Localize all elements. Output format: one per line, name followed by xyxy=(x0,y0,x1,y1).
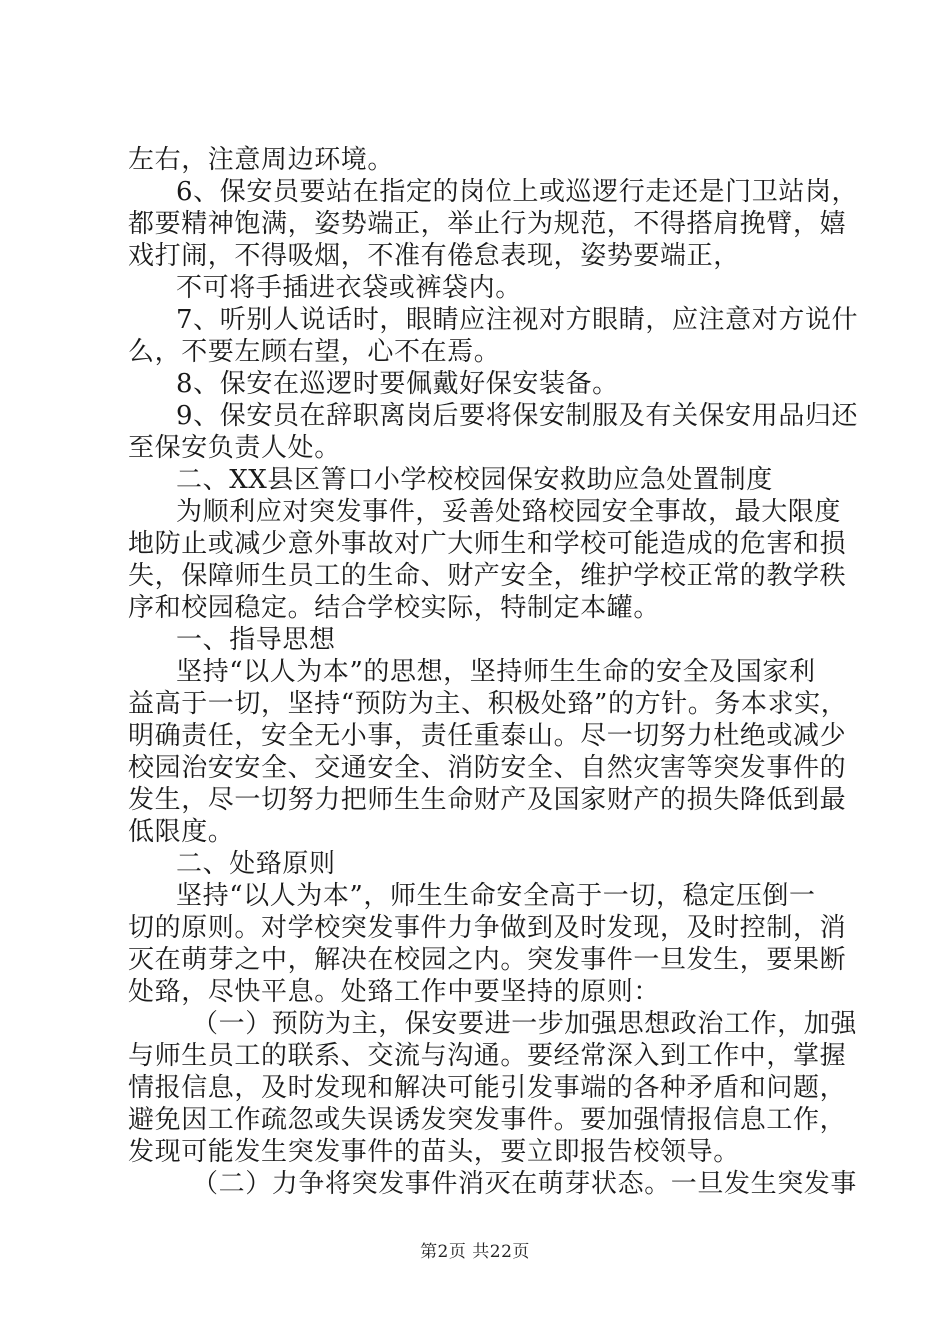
text-line: 二、XX县区箐口小学校校园保安救助应急处置制度 xyxy=(176,465,773,495)
text-line: 左右，注意周边环境。 xyxy=(128,145,395,175)
text-line: 灭在萌芽之中，解决在校园之内。突发事件一旦发生，要果断 xyxy=(128,945,847,975)
text-line: 发生，尽一切努力把师生生命财产及国家财产的损失降低到最 xyxy=(128,785,847,815)
text-line: 避免因工作疏忽或失误诱发突发事件。要加强情报信息工作， xyxy=(128,1105,847,1135)
text-line: 校园治安安全、交通安全、消防安全、自然灾害等突发事件的 xyxy=(128,753,847,783)
text-line: 二、处臵原则 xyxy=(176,849,336,879)
text-line: 9、保安员在辞职离岗后要将保安制服及有关保安用品归还 xyxy=(176,401,859,431)
text-line: 8、保安在巡逻时要佩戴好保安装备。 xyxy=(176,369,619,399)
text-line: 明确责任，安全无小事，责任重泰山。尽一切努力杜绝或减少 xyxy=(128,721,847,751)
text-line: 一、指导思想 xyxy=(176,625,336,655)
text-line: （二）力争将突发事件消灭在萌芽状态。一旦发生突发事 xyxy=(192,1169,858,1199)
text-line: 6、保安员要站在指定的岗位上或巡逻行走还是门卫站岗， xyxy=(176,177,859,207)
text-line: 失，保障师生员工的生命、财产安全，维护学校正常的教学秩 xyxy=(128,561,847,591)
text-line: 益高于一切，坚持“预防为主、积极处臵”的方针。务本求实， xyxy=(128,689,848,719)
text-line: 地防止或减少意外事故对广大师生和学校可能造成的危害和损 xyxy=(128,529,847,559)
text-line: 都要精神饱满，姿势端正，举止行为规范，不得搭肩挽臂，嬉 xyxy=(128,209,847,239)
text-line: 7、听别人说话时，眼睛应注视对方眼睛，应注意对方说什 xyxy=(176,305,859,335)
text-line: 坚持“以人为本”，师生生命安全高于一切，稳定压倒一 xyxy=(176,881,816,911)
text-line: 序和校园稳定。结合学校实际，特制定本罐。 xyxy=(128,593,661,623)
page-footer: 第2页 共22页 xyxy=(420,1242,530,1262)
text-line: 情报信息，及时发现和解决可能引发事端的各种矛盾和问题， xyxy=(128,1073,847,1103)
text-line: 切的原则。对学校突发事件力争做到及时发现，及时控制，消 xyxy=(128,913,847,943)
text-line: 发现可能发生突发事件的苗头，要立即报告校领导。 xyxy=(128,1137,740,1167)
text-line: （一）预防为主，保安要进一步加强思想政治工作，加强 xyxy=(192,1009,858,1039)
text-line: 至保安负责人处。 xyxy=(128,433,341,463)
text-line: 低限度。 xyxy=(128,817,235,847)
text-line: 么，不要左顾右望，心不在焉。 xyxy=(128,337,501,367)
text-line: 坚持“以人为本”的思想，坚持师生生命的安全及国家利 xyxy=(176,657,816,687)
text-line: 为顺利应对突发事件，妥善处臵校园安全事故，最大限度 xyxy=(176,497,842,527)
text-line: 不可将手插进衣袋或裤袋内。 xyxy=(176,273,522,303)
text-line: 处臵，尽快平息。处臵工作中要坚持的原则： xyxy=(128,977,661,1007)
text-line: 与师生员工的联系、交流与沟通。要经常深入到工作中，掌握 xyxy=(128,1041,847,1071)
text-line: 戏打闹，不得吸烟，不准有倦怠表现，姿势要端正， xyxy=(128,241,740,271)
